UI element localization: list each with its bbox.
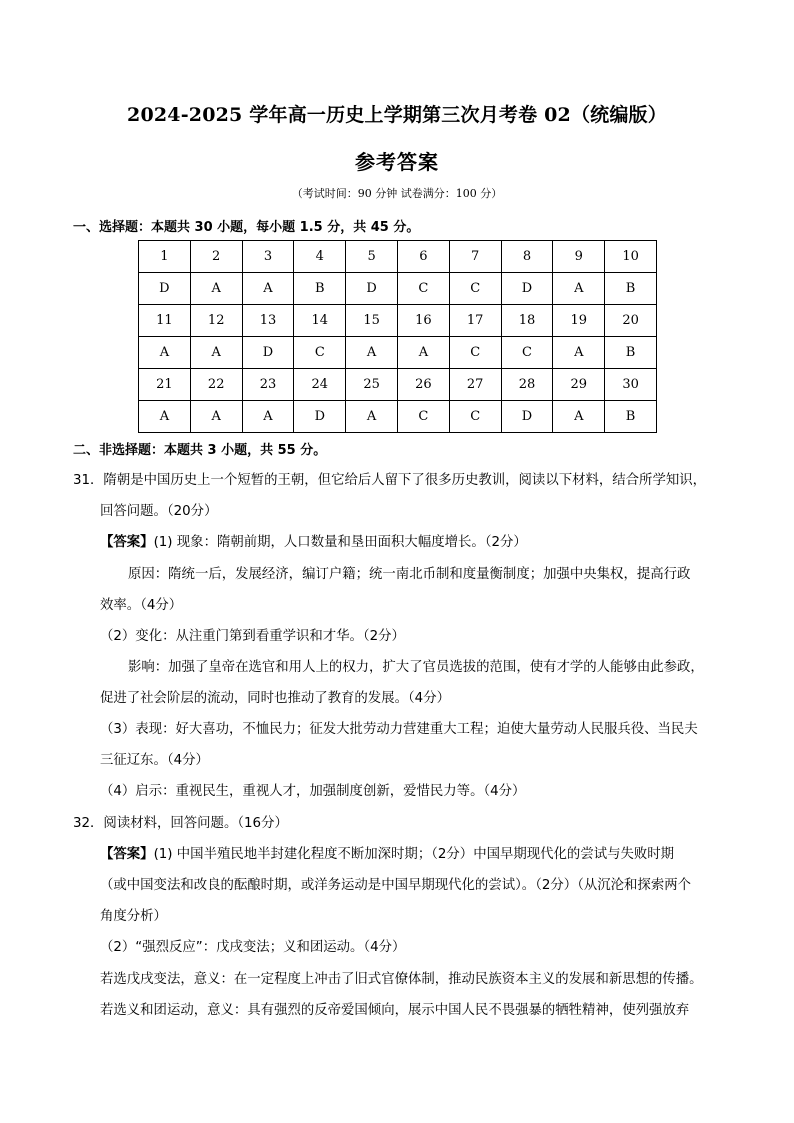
table-cell: 25 [346,369,398,401]
document-title: 2024-2025 学年高一历史上学期第三次月考卷 02（统编版） [127,104,667,126]
table-cell: 12 [190,305,242,337]
q31-answer-1-reason: 原因：隋统一后，发展经济，编订户籍；统一南北币制和度量衡制度；加强中央集权，提高行政 [128,567,691,582]
table-cell: A [139,337,191,369]
table-cell: 26 [397,369,449,401]
table-cell: 15 [346,305,398,337]
table-row [139,401,657,433]
table-cell: C [449,401,501,433]
q31-answer-1-reason-cont: 效率。（4分） [100,598,183,613]
table-cell: 1 [139,241,191,273]
answer-text: (1) 中国半殖民地半封建化程度不断加深时期；（2分）中国早期现代化的尝试与失败时期 [153,847,675,862]
table-cell: 6 [397,241,449,273]
table-cell: 18 [501,305,553,337]
table-cell: 27 [449,369,501,401]
table-cell: B [294,273,346,305]
table-cell: 17 [449,305,501,337]
table-cell: 20 [605,305,657,337]
table-cell: D [139,273,191,305]
q32-answer-1 [100,845,674,865]
table-row [139,241,657,273]
table-cell: B [605,273,657,305]
table-row [139,369,657,401]
table-cell: 11 [139,305,191,337]
table-cell: C [501,337,553,369]
table-cell: 22 [190,369,242,401]
table-cell: A [553,337,605,369]
table-cell: 14 [294,305,346,337]
q32-stem: 32．阅读材料，回答问题。（16分） [73,816,288,831]
table-cell: C [397,401,449,433]
table-cell: A [346,401,398,433]
table-cell: 2 [190,241,242,273]
q32-answer-2-option-b: 若选义和团运动，意义：具有强烈的反帝爱国倾向，展示中国人民不畏强暴的牺牲精神，使列强放弃 [100,1003,690,1018]
table-cell: D [346,273,398,305]
table-cell: 13 [242,305,294,337]
q32-answer-1-cont2: 角度分析） [100,909,167,924]
table-cell: A [553,273,605,305]
table-cell: 4 [294,241,346,273]
table-cell: A [190,273,242,305]
q31-answer-3: （3）表现：好大喜功，不恤民力；征发大批劳动力营建重大工程；迫使大量劳动人民服兵役、当民夫 [100,722,698,737]
table-cell: C [449,273,501,305]
table-row [139,337,657,369]
table-cell: 30 [605,369,657,401]
table-cell: B [605,401,657,433]
table-cell: 29 [553,369,605,401]
table-cell: 9 [553,241,605,273]
table-cell: D [242,337,294,369]
table-cell: 3 [242,241,294,273]
table-cell: 7 [449,241,501,273]
table-row [139,305,657,337]
table-cell: 5 [346,241,398,273]
table-cell: 23 [242,369,294,401]
q31-answer-2-impact: 影响：加强了皇帝在选官和用人上的权力，扩大了官员选拔的范围，使有才学的人能够由此参政， [128,660,704,675]
q31-stem-line1: 31．隋朝是中国历史上一个短暂的王朝，但它给后人留下了很多历史教训，阅读以下材料，结合所学知识， [73,473,707,488]
table-cell: D [501,273,553,305]
table-cell: 28 [501,369,553,401]
table-cell: A [190,337,242,369]
q32-answer-1-cont: （或中国变法和改良的酝酿时期，或洋务运动是中国早期现代化的尝试）。（2分）（从沉沦和探索两个 [100,878,691,893]
q31-answer-3-cont: 三征辽东。（4分） [100,753,209,768]
table-cell: D [294,401,346,433]
q31-answer-4: （4）启示：重视民生，重视人才，加强制度创新，爱惜民力等。（4分） [100,784,526,799]
table-cell: C [397,273,449,305]
table-cell: A [190,401,242,433]
table-cell: A [242,401,294,433]
q31-stem-line2: 回答问题。（20分） [100,504,218,519]
table-row [139,273,657,305]
table-cell: 19 [553,305,605,337]
table-cell: B [605,337,657,369]
table-cell: A [553,401,605,433]
table-cell: 24 [294,369,346,401]
table-cell: A [139,401,191,433]
table-cell: A [346,337,398,369]
table-cell: 21 [139,369,191,401]
table-cell: 8 [501,241,553,273]
answer-table [138,240,657,433]
table-cell: 16 [397,305,449,337]
table-cell: A [242,273,294,305]
table-cell: C [449,337,501,369]
answer-text: (1) 现象：隋朝前期，人口数量和垦田面积大幅度增长。（2分） [153,535,527,550]
section1-heading: 一、选择题：本题共 30 小题，每小题 1.5 分，共 45 分。 [73,220,420,235]
table-cell: D [501,401,553,433]
q31-answer-1 [100,533,527,553]
table-cell: 10 [605,241,657,273]
answer-tag: 【答案】 [100,847,154,862]
table-cell: C [294,337,346,369]
q31-answer-2: （2）变化：从注重门第到看重学识和才华。（2分） [100,629,405,644]
q32-answer-2: （2）“强烈反应”：戊戌变法；义和团运动。（4分） [100,940,406,955]
q32-answer-2-option-a: 若选戊戌变法，意义：在一定程度上冲击了旧式官僚体制，推动民族资本主义的发展和新思想的传播。 [100,972,703,987]
section2-heading: 二、非选择题：本题共 3 小题，共 55 分。 [73,443,327,458]
q31-answer-2-impact-cont: 促进了社会阶层的流动，同时也推动了教育的发展。（4分） [100,691,450,706]
exam-info: （考试时间：90 分钟 试卷满分：100 分） [291,187,503,200]
document-subtitle: 参考答案 [355,150,439,174]
table-cell: A [397,337,449,369]
answer-tag: 【答案】 [100,535,154,550]
